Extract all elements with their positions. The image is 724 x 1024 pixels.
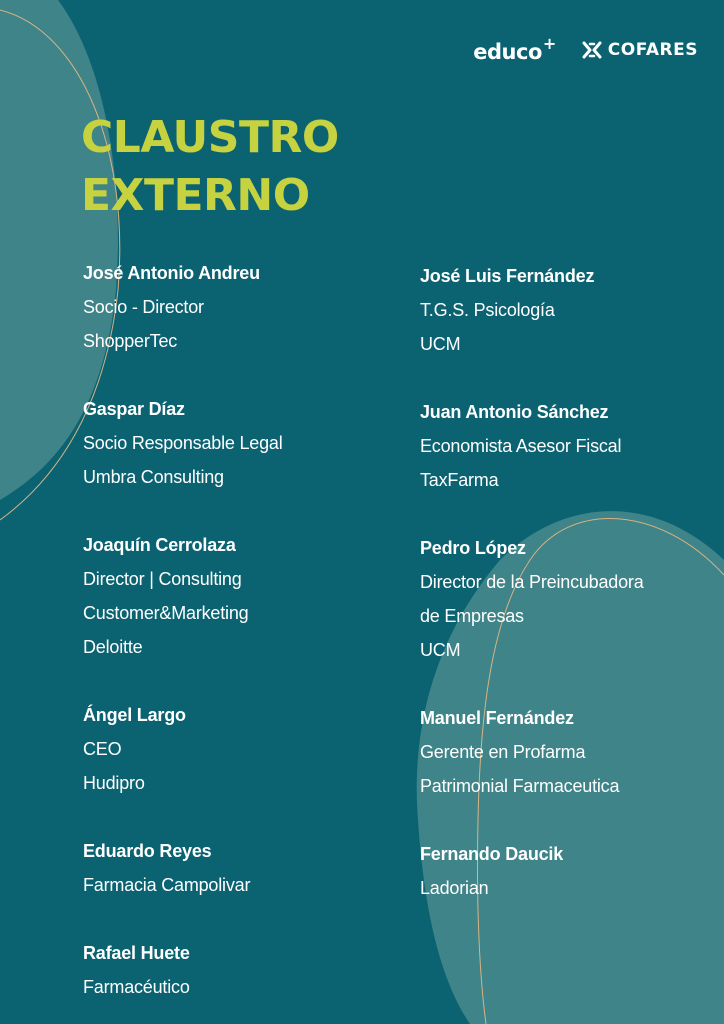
person-name: Joaquín Cerrolaza: [83, 535, 236, 555]
person-company: Hudipro: [83, 773, 145, 793]
person-role: T.G.S. Psicología: [420, 300, 555, 320]
person-role: Customer&Marketing: [83, 603, 249, 623]
person-entry: [83, 936, 383, 1004]
person-name: Rafael Huete: [83, 943, 190, 963]
person-company: Deloitte: [83, 637, 143, 657]
person-entry: [420, 395, 710, 497]
person-name: José Luis Fernández: [420, 266, 595, 286]
person-role: Farmacéutico: [83, 977, 190, 997]
person-role: Socio - Director: [83, 297, 204, 317]
person-role: CEO: [83, 739, 122, 759]
person-entry: [83, 698, 383, 800]
person-role: Economista Asesor Fiscal: [420, 436, 622, 456]
left-column: [83, 256, 383, 1004]
title-line-1: CLAUSTRO: [81, 112, 339, 163]
person-company: TaxFarma: [420, 470, 499, 490]
cofares-cross-icon: [582, 40, 602, 60]
educo-logo-text: educo: [473, 40, 542, 64]
educo-plus-mark: +: [542, 34, 556, 53]
person-name: Gaspar Díaz: [83, 399, 185, 419]
person-company: UCM: [420, 640, 461, 660]
person-company: UCM: [420, 334, 461, 354]
person-company: Ladorian: [420, 878, 489, 898]
person-name: Eduardo Reyes: [83, 841, 212, 861]
person-entry: [83, 528, 383, 664]
brand-logos: [473, 36, 698, 64]
right-column: [420, 259, 710, 905]
cofares-logo-text: COFARES: [607, 40, 698, 60]
cofares-logo: [582, 40, 698, 60]
person-entry: [420, 837, 710, 905]
person-name: Juan Antonio Sánchez: [420, 402, 609, 422]
person-role: de Empresas: [420, 606, 524, 626]
person-entry: [83, 392, 383, 494]
person-name: José Antonio Andreu: [83, 263, 260, 283]
person-company: Umbra Consulting: [83, 467, 224, 487]
educo-logo: [473, 36, 556, 64]
person-entry: [83, 256, 383, 358]
person-name: Fernando Daucik: [420, 844, 564, 864]
person-company: Farmacia Campolivar: [83, 875, 251, 895]
person-role: Socio Responsable Legal: [83, 433, 283, 453]
person-entry: [420, 259, 710, 361]
person-company: Patrimonial Farmaceutica: [420, 776, 620, 796]
title-line-2: EXTERNO: [81, 170, 310, 221]
person-role: Director de la Preincubadora: [420, 572, 644, 592]
page-title: [81, 109, 339, 225]
person-name: Ángel Largo: [83, 705, 186, 725]
person-entry: [83, 834, 383, 902]
person-role: Gerente en Profarma: [420, 742, 586, 762]
person-name: Manuel Fernández: [420, 708, 574, 728]
person-entry: [420, 701, 710, 803]
person-name: Pedro López: [420, 538, 526, 558]
person-company: ShopperTec: [83, 331, 178, 351]
person-role: Director | Consulting: [83, 569, 242, 589]
person-entry: [420, 531, 710, 667]
